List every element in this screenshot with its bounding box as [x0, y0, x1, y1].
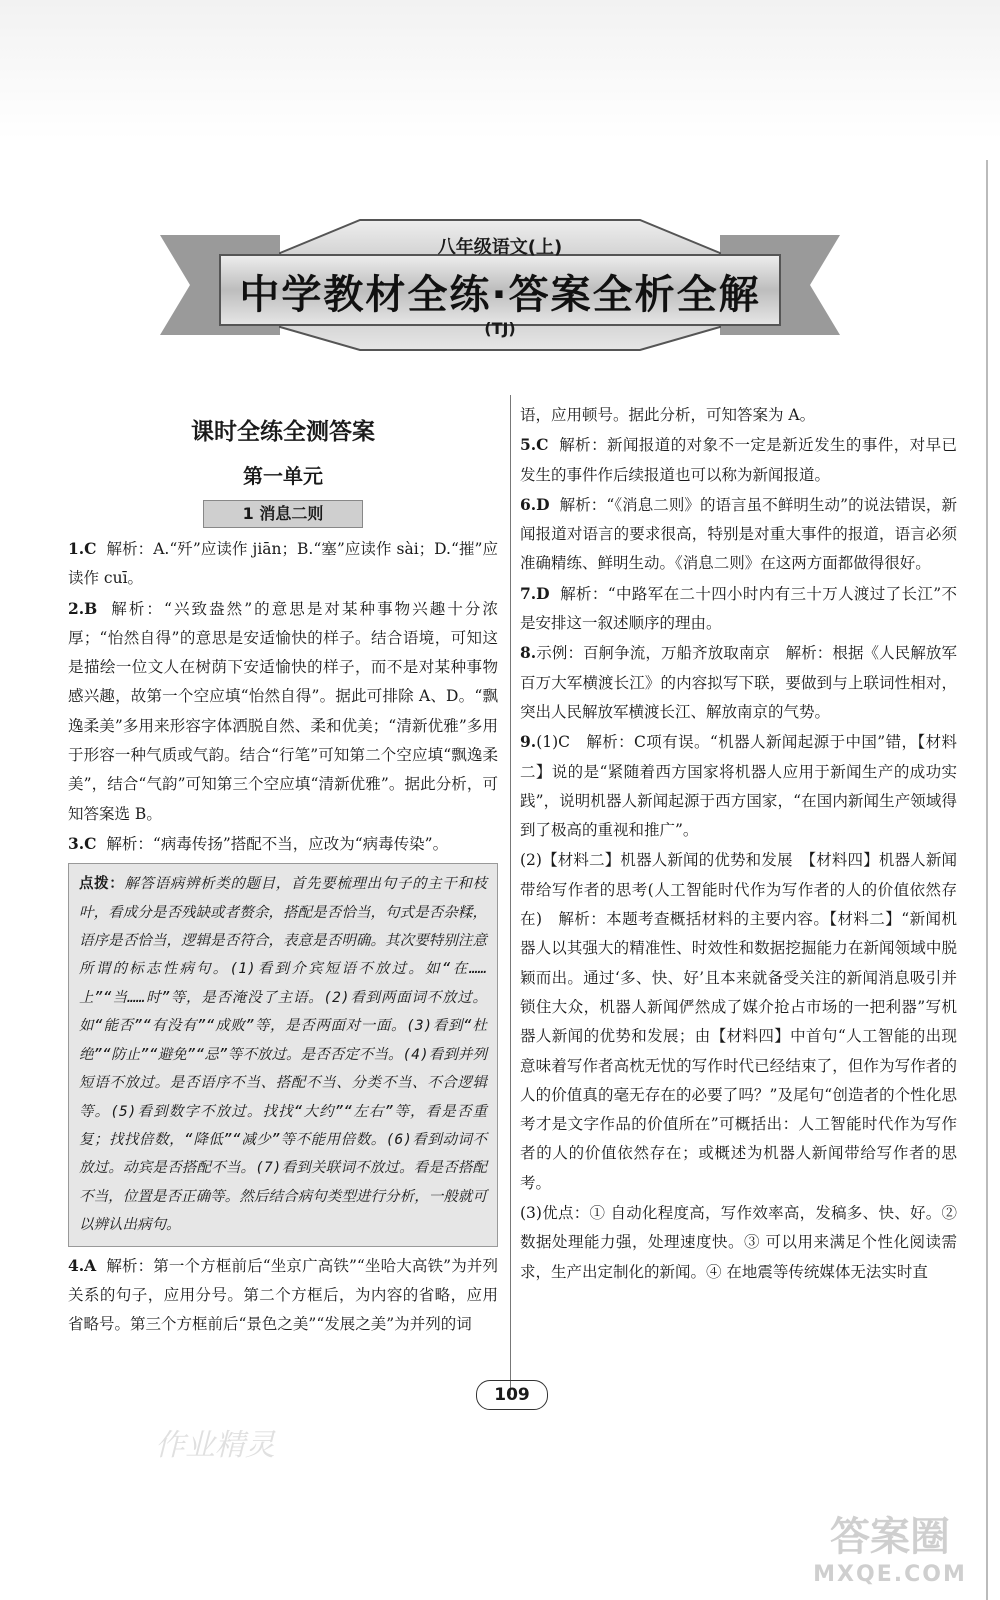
answer-item: [68, 1251, 498, 1340]
answer-text: (1)C 解析：C项有误。“机器人新闻起源于中国”错，【材料二】说的是“紧随着西方国家将机器人应用于新闻生产的成功实践”，说明机器人新闻起源于西方国家，“在国内新闻生产领域得到了极高的重视和推广”。: [520, 733, 957, 840]
answer-item: [520, 490, 957, 579]
answer-text: 解析：“中路军在二十四小时内有三十万人渡过了长江”不是安排这一叙述顺序的理由。: [520, 584, 957, 633]
page-number: 109: [476, 1380, 548, 1410]
answer-text: 语，应用顿号。据此分析，可知答案为 A。: [520, 406, 816, 424]
answer-key: 4.A: [68, 1255, 97, 1275]
tip-box: [68, 863, 498, 1246]
answer-item: [520, 727, 957, 845]
answer-text: 解析：“病毒传扬”搭配不当，应改为“病毒传染”。: [106, 834, 449, 853]
tip-label: 点拨：: [79, 876, 125, 893]
column-divider: [510, 395, 511, 1395]
watermark-logo-text: 答案圈: [830, 1514, 950, 1560]
answer-item: [520, 845, 957, 1198]
answer-key: 3.C: [68, 833, 97, 853]
left-column: [68, 412, 498, 1339]
unit-title: 第一单元: [243, 464, 323, 488]
answer-item: [520, 579, 957, 639]
answer-text: 解析：“兴致盎然”的意思是对某种事物兴趣十分浓厚；“怡然自得”的意思是安适愉快的样子。结合语境，可知这是描绘一位文人在树荫下安适愉快的样子，而不是对某种事物感兴趣，故第一个空应填“怡然自得”。据此可排除 A、D。“飘逸柔美”多用来形容字体洒脱自然、柔和优美；“清新优雅”多用于形容一种气质或气韵。结合“行笔”可知第二个空应填“飘逸柔美”，结合“气韵”可知第三个空应填“清新优雅”。据此分析，可知答案选 B。: [68, 599, 498, 823]
answer-item: [520, 400, 957, 430]
answer-text: 解析：“《消息二则》的语言虽不鲜明生动”的说法错误，新闻报道对语言的要求很高，特别是对重大事件的报道，语言必须准确精练、鲜明生动。《消息二则》在这两方面都做得很好。: [520, 495, 957, 573]
watermark-url: MXQE.COM: [813, 1562, 967, 1587]
answer-key: 8.: [520, 643, 537, 663]
banner-title: 中学教材全练·答案全析全解: [239, 272, 761, 318]
answer-text: (3)优点：① 自动化程度高，写作效率高，发稿多、快、好。② 数据处理能力强，处理速度快。③ 可以用来满足个性化阅读需求，生产出定制化的新闻。④ 在地震等传统媒体无法实时直: [520, 1204, 957, 1281]
watermark-right: [800, 1505, 980, 1587]
answer-text: 解析：A.“歼”应读作 jiān；B.“塞”应读作 sài；D.“摧”应读作 cuī。: [68, 540, 499, 588]
answer-item: [68, 594, 498, 829]
page-edge-line: [986, 160, 988, 1600]
watermark-left: 作业精灵: [155, 1428, 275, 1463]
answer-item: [520, 1198, 957, 1287]
tip-text: 解答语病辨析类的题目，首先要梳理出句子的主干和枝叶，看成分是否残缺或者赘余，搭配是否恰当，句式是否杂糅，语序是否恰当，逻辑是否符合，表意是否明确。其次要特别注意所谓的标志性病句。(1)看到介宾短语不放过。如“在……上”“当……时”等，是否淹没了主语。(2)看到两面词不放过。如“能否”“有没有”“成败”等，是否两面对一面。(3)看到“杜绝”“防止”“避免”“忌”等不放过。是否否定不当。(4)看到并列短语不放过。是否语序不当、搭配不当、分类不当、不合逻辑等。(5)看到数字不放过。找找“大约”“左右”等，看是否重复；找找倍数，“降低”“减少”等不能用倍数。(6)看到动词不放过。动宾是否搭配不当。(7)看到关联词不放过。看是否搭配不当，位置是否正确等。然后结合病句类型进行分析，一般就可以辨认出病句。: [79, 876, 488, 1234]
answer-item: [520, 430, 957, 490]
answer-item: [520, 638, 957, 727]
answer-key: 7.D: [520, 583, 550, 603]
answer-key: 9.: [520, 732, 537, 752]
answer-key: 5.C: [520, 435, 549, 455]
banner-subtitle: 八年级语文(上): [437, 237, 563, 258]
answer-item: [68, 534, 498, 594]
answer-item: [68, 829, 498, 859]
answer-key: 2.B: [68, 598, 98, 618]
section-title: 课时全练全测答案: [191, 419, 375, 445]
title-banner: [160, 215, 840, 355]
answer-key: 1.C: [68, 539, 97, 558]
answer-text: (2)【材料二】机器人新闻的优势和发展 【材料四】机器人新闻带给写作者的思考(人工智能时代作为写作者的人的价值依然存在) 解析：本题考查概括材料的主要内容。【材料二】“新闻机器人以其强大的精准性、时效性和数据挖掘能力在新闻领域中脱颖而出。通过‘多、快、好’且本来就备受关注的新闻消息吸引并锁住大众，机器人新闻俨然成了媒介抢占市场的一把利器”写机器人新闻的优势和发展；由【材料四】中首句“人工智能的出现意味着写作者高枕无忧的写作时代已经结束了，但作为写作者的人的价值真的毫无存在的必要了吗？”及尾句“创造者的个性化思考才是文字作品的价值所在”可概括出：人工智能时代作为写作者的人的价值依然存在；或概述为机器人新闻带给写作者的思考。: [520, 851, 957, 1192]
top-shade: [0, 0, 1000, 140]
answer-text: 解析：第一个方框前后“坐京广高铁”“坐哈大高铁”为并列关系的句子，应用分号。第二个方框后，为内容的省略，应用省略号。第三个方框前后“景色之美”“发展之美”为并列的词: [68, 1256, 499, 1334]
answer-text: 示例：百舸争流，万船齐放取南京 解析：根据《人民解放军百万大军横渡长江》的内容拟写下联，要做到与上联词性相对，突出人民解放军横渡长江、解放南京的气势。: [520, 644, 957, 721]
lesson-title: 1 消息二则: [203, 500, 363, 528]
answer-key: 6.D: [520, 494, 550, 514]
right-column: [520, 400, 957, 1287]
answer-text: 解析：新闻报道的对象不一定是新近发生的事件，对早已发生的事件作后续报道也可以称为新闻报道。: [520, 436, 957, 484]
banner-code: (TJ): [484, 319, 516, 338]
